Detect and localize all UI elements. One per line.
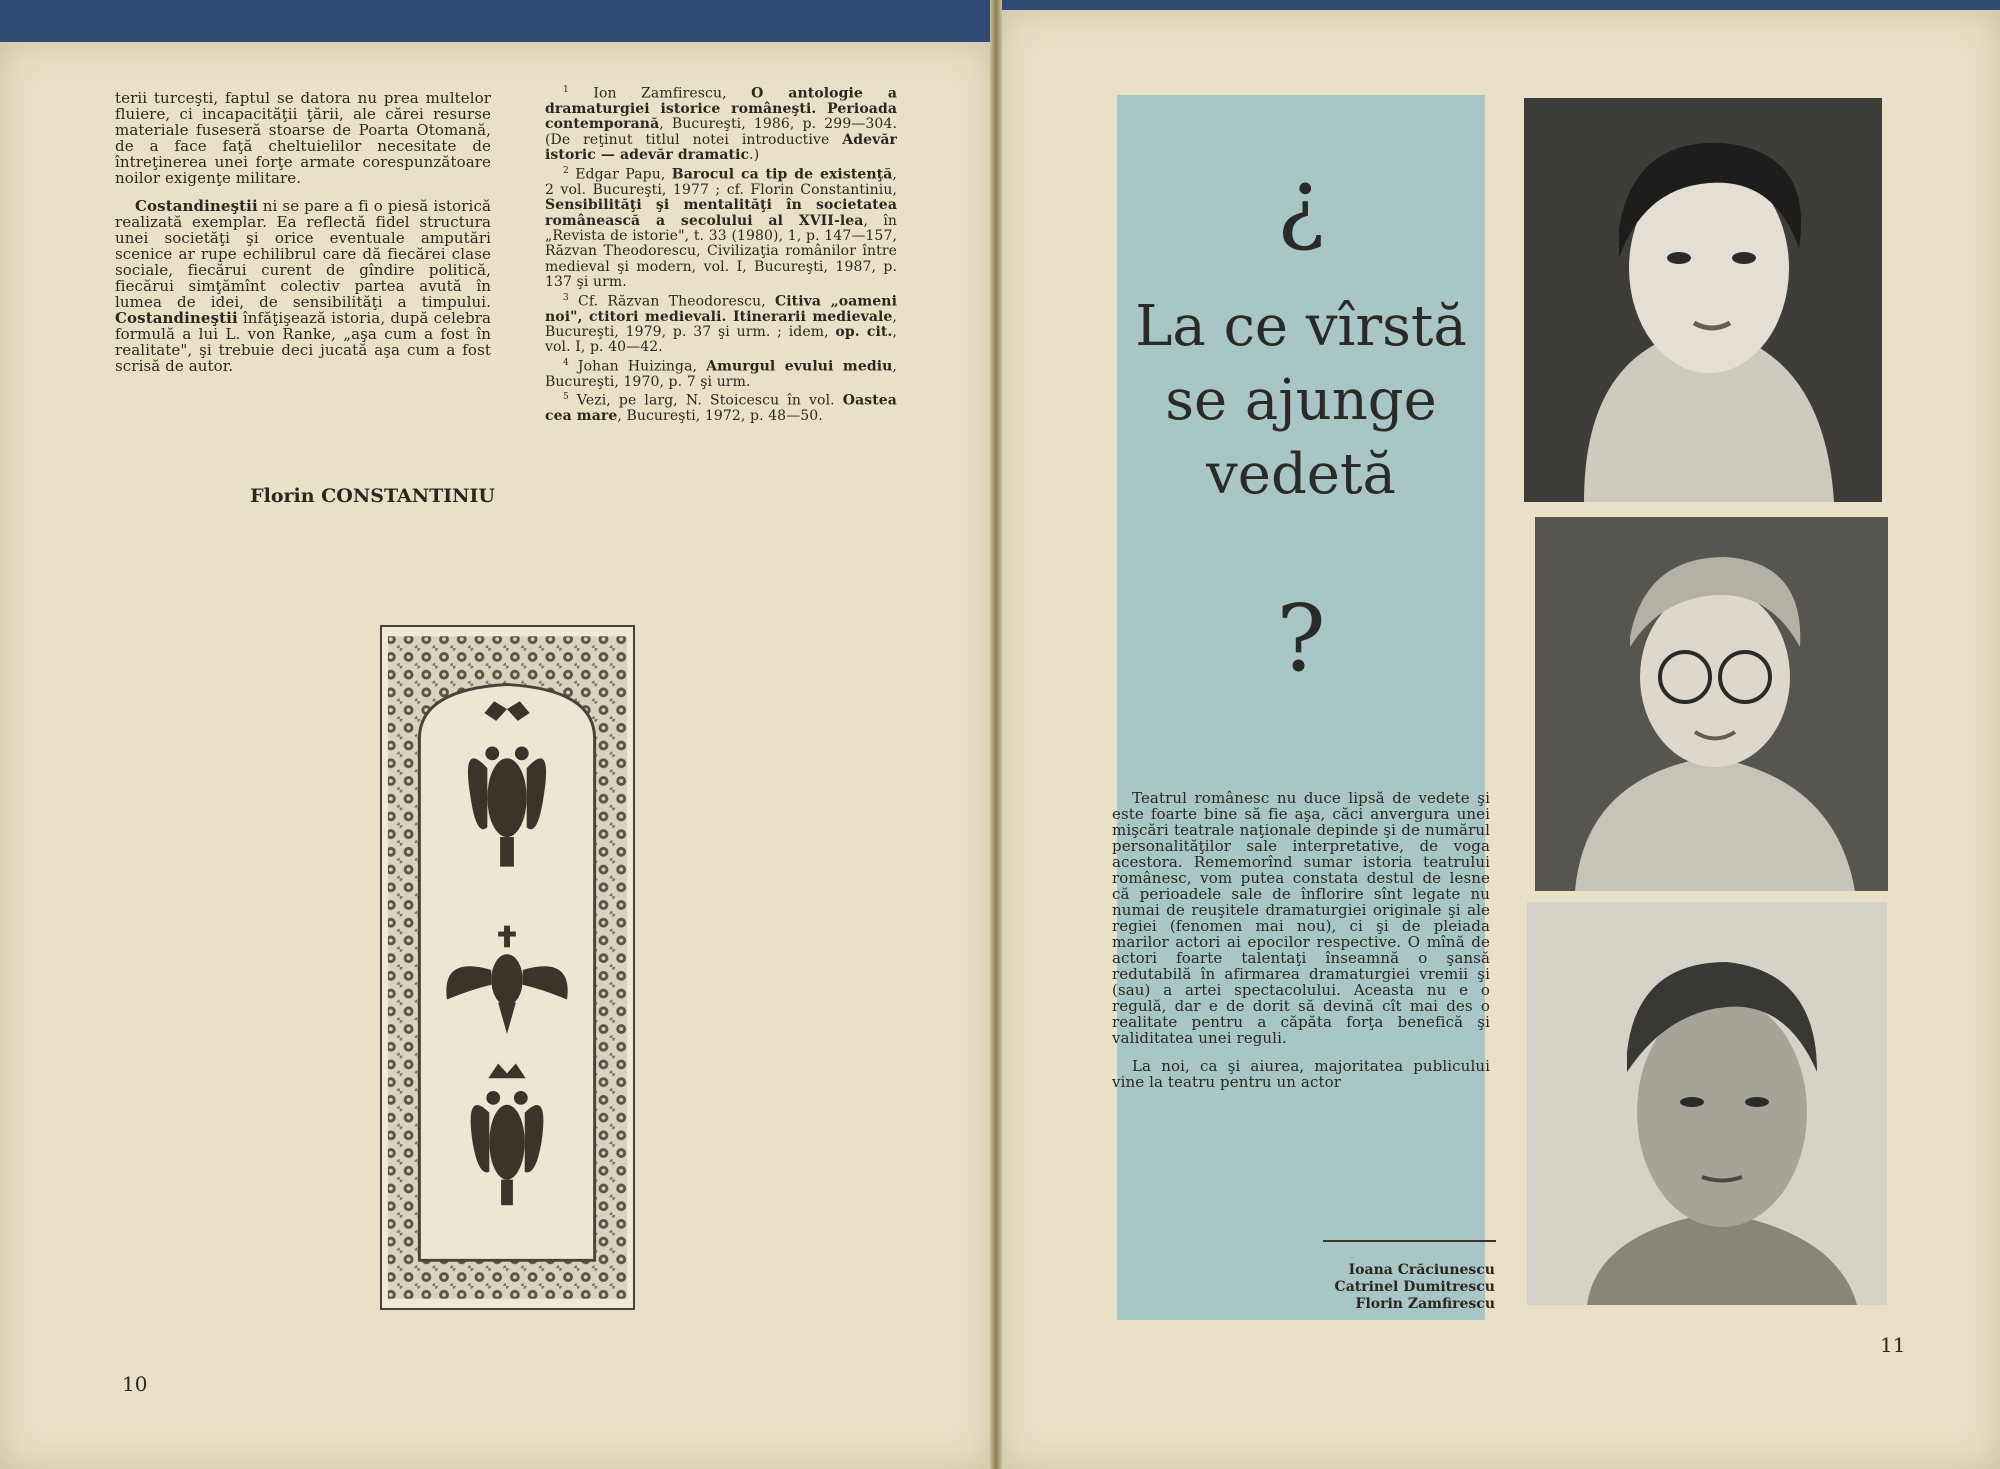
footnote-text: Cf. Răzvan Theodorescu, — [578, 293, 775, 310]
footnote-text: Ion Zamfirescu, — [593, 85, 752, 102]
embroidery-illustration — [382, 627, 633, 1308]
footnote-text: Johan Huizinga, — [577, 358, 707, 375]
credit-name: Catrinel Dumitrescu — [1334, 1279, 1495, 1295]
title-panel — [1117, 95, 1485, 1320]
paragraph-text: ni se pare a fi o piesă istorică realizată exemplar. Ea reflectă fidel structura unei societăţi şi orice eventuale amputări scenice ar rupe echilibrul care dă fiecărei clase sociale, fiecărui curent de gîndire politică, fiecărui simţămînt colectiv partea avută în lumea de idei, de sensibilităţi a timpului. — [115, 197, 491, 311]
article-title — [1117, 290, 1485, 512]
footnote-title: Adevăr istoric — adevăr dramatic — [545, 131, 897, 164]
footnote-3 — [545, 291, 897, 356]
portrait-woman-glasses-icon — [1535, 517, 1888, 891]
footnote-4 — [545, 356, 897, 390]
portrait-photo-2 — [1535, 517, 1888, 891]
footnote-text: Vezi, pe larg, N. Stoicescu în vol. — [576, 393, 843, 409]
book-spine — [990, 0, 1002, 1469]
footnote-text: .) — [749, 147, 760, 164]
title-line: vedetă — [1206, 442, 1396, 507]
footnotes — [545, 83, 897, 425]
portrait-photo-1 — [1524, 98, 1882, 502]
footnote-title: Amurgul evului mediu — [706, 358, 893, 375]
title-line: La ce vîrstă — [1135, 294, 1467, 359]
footnote-text: , Bucureşti, 1970, p. 7 şi urm. — [545, 358, 897, 390]
portrait-man-icon — [1527, 902, 1887, 1305]
footnote-title: O antologie a dramaturgiei istorice româneşti. Perioada contemporană — [545, 85, 897, 133]
footnote-title: Citiva „oameni noi", ctitori medievali. Itinerarii medievale — [545, 293, 898, 325]
portrait-photo-3 — [1527, 902, 1887, 1305]
credit-name: Ioana Crăciunescu — [1348, 1262, 1495, 1278]
question-mark: ? — [1276, 585, 1326, 692]
paragraph-text: înfăţişează istoria, după celebra formulă a lui L. von Ranke, „aşa cum a fost în realitate", şi trebuie deci jucată aşa cum a fost scrisă de autor. — [115, 309, 491, 375]
page-number: 11 — [1880, 1333, 1906, 1357]
divider — [1323, 1240, 1496, 1242]
footnote-text: , Bucureşti, 1986, p. 299—304. (De reţinut titlul notei introductive — [545, 116, 897, 148]
footnote-number: 4 — [563, 357, 569, 368]
footnote-title: Oastea cea mare — [545, 393, 897, 425]
footnote-title: Barocul ca tip de existenţă — [671, 166, 893, 183]
footnote-number: 2 — [563, 165, 569, 176]
right-article-column — [1112, 790, 1490, 1102]
footnote-text: , 2 vol. Bucureşti, 1977 ; cf. Florin Constantiniu, — [545, 166, 897, 198]
left-paragraph-1: terii turceşti, faptul se datora nu prea multelor fluiere, ci incapacităţii ţării, ale cărei resurse materiale fuseseră stoarse de Poarta Otomană, de a face faţă cheltuielilor necesitate de întreţinerea unei forţe armate corespunzătoare noilor exigenţe militare. — [115, 89, 491, 187]
inverted-question-mark: ¿ — [1276, 150, 1326, 255]
portrait-woman-icon — [1524, 98, 1882, 502]
footnote-2 — [545, 164, 897, 291]
left-paragraph-2 — [115, 198, 491, 374]
left-article-column — [115, 90, 491, 386]
credit-name: Florin Zamfirescu — [1355, 1296, 1495, 1312]
title-line: se ajunge — [1165, 368, 1437, 433]
article-paragraph-2: La noi, ca şi aiurea, majoritatea publicului vine la teatru pentru un actor — [1112, 1057, 1490, 1091]
heraldic-embroidery-image — [380, 625, 635, 1310]
footnote-text: , în „Revista de istorie", t. 33 (1980), 1, p. 147—157, Răzvan Theodorescu, Civilizaţia românilor între medieval şi modern, vol. I, Bucureşti, 1987, p. 137 şi urm. — [545, 212, 898, 291]
footnote-5 — [545, 390, 897, 424]
footnote-number: 1 — [563, 85, 569, 95]
footnote-text: , Bucureşti, 1972, p. 48—50. — [617, 408, 823, 425]
page-number: 10 — [122, 1372, 148, 1396]
article-author: Florin CONSTANTINIU — [250, 485, 495, 507]
footnote-number: 3 — [563, 292, 569, 303]
footnote-1 — [545, 83, 897, 164]
play-title: Costandineştii — [135, 197, 258, 215]
footnote-title: op. cit. — [835, 324, 893, 341]
footnote-text: Edgar Papu, — [575, 166, 672, 183]
play-title: Costandineştii — [115, 309, 238, 327]
footnote-title: Sensibilităţi şi mentalităţi în societatea românească a secolului al XVII-lea — [545, 197, 897, 229]
article-paragraph-1: Teatrul românesc nu duce lipsă de vedete şi este foarte bine să fie aşa, căci anvergura unei mişcări teatrale naţionale depinde şi de numărul personalităţilor sale interpretative, de voga acestora. Rememorînd sumar istoria teatrului românesc, vom putea constata destul de lesne că perioadele sale de înflorire sînt legate nu numai de reuşitele dramaturgiei originale şi ale regiei (fenomen mai nou), ci şi de pleiada marilor actori ai epocilor respective. O mînă de actori foarte talentaţi înseamnă o şansă redutabilă în afirmarea dramaturgiei vremii şi (sau) a artei spectacolului. Aceasta nu e o regulă, dar e de dorit să devină cît mai des o realitate pentru a căpăta forţa benefică şi validitatea unei reguli. — [1112, 789, 1490, 1047]
actor-credits — [1250, 1262, 1495, 1313]
footnote-text: , Bucureşti, 1979, p. 37 şi urm. ; idem, — [545, 308, 897, 341]
footnote-number: 5 — [563, 392, 569, 403]
footnote-text: , vol. I, p. 40—42. — [545, 324, 898, 356]
